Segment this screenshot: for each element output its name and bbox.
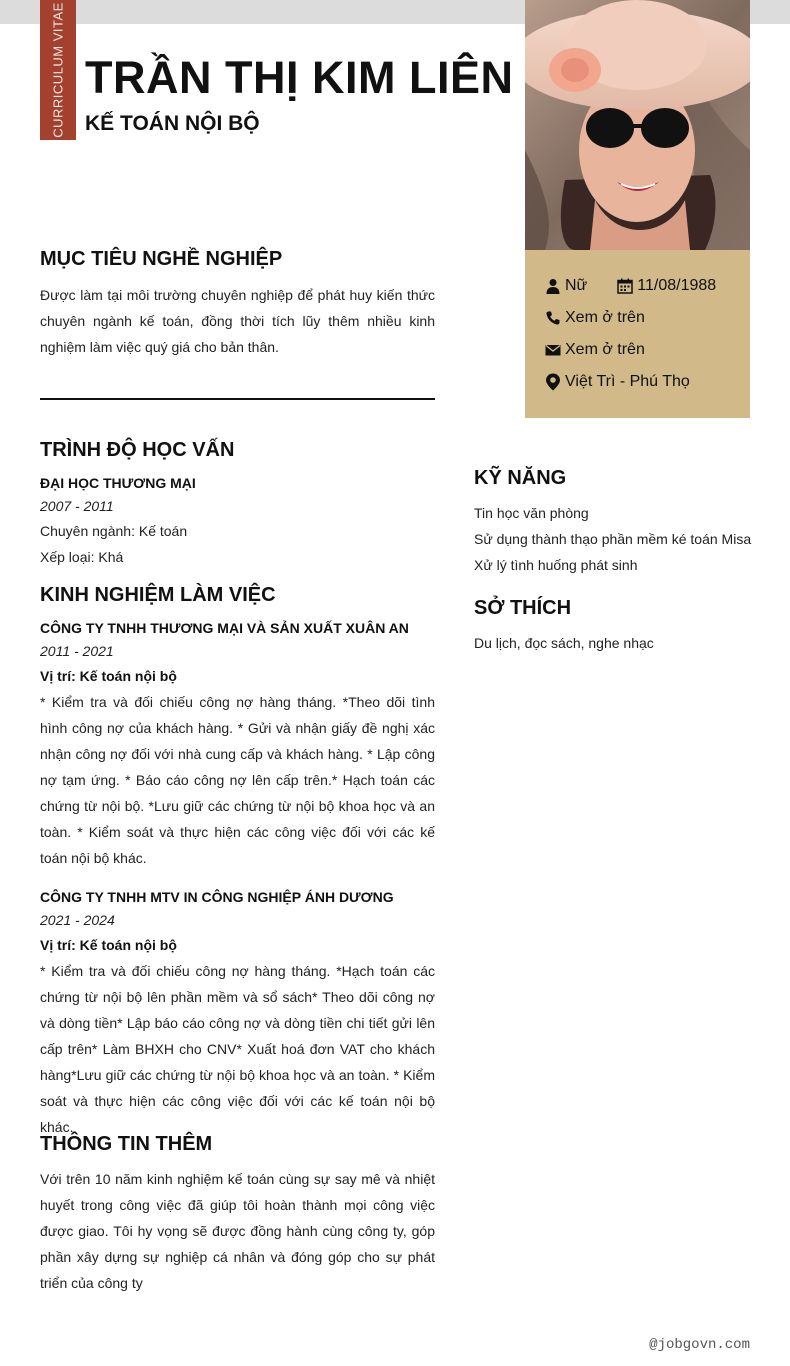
watermark: @jobgovn.com: [649, 1337, 750, 1353]
education-period: 2007 - 2011: [40, 498, 114, 514]
skill-item: Sử dụng thành thạo phần mềm ké toán Misa: [474, 531, 752, 547]
personal-info-box: [525, 250, 750, 418]
gender-item: [545, 277, 587, 295]
phone-item: [545, 309, 645, 327]
job-1-period: 2011 - 2021: [40, 643, 114, 659]
job-2-description: * Kiểm tra và đối chiếu công nợ hàng tháng. *Hạch toán các chứng từ nội bộ lên phần mềm và sổ sách* Theo dõi công nợ và dòng tiền* Lập báo cáo công nợ và dòng tiền chi tiết gửi lên cấp trên* Làm BHXH cho CNV* Xuất hoá đơn VAT cho khách hàng*Lưu giữ các chứng từ nội bộ khoa học và an toàn. * Kiểm soát và thực hiện các công việc đối với các kế toán nội bộ khác.: [40, 963, 435, 1135]
info-row-gender-birthdate: [545, 270, 750, 302]
job-title: KẾ TOÁN NỘI BỘ: [85, 112, 260, 135]
info-row-phone: [545, 302, 750, 334]
profile-photo: [525, 0, 750, 250]
birthdate-item: [617, 277, 716, 295]
phone-icon: [545, 310, 561, 326]
email-item: [545, 341, 645, 359]
hobbies-text: Du lịch, đọc sách, nghe nhạc: [474, 635, 654, 651]
job-2-position: Vị trí: Kế toán nội bộ: [40, 937, 177, 953]
gender-value: Nữ: [565, 277, 588, 294]
candidate-name: TRẦN THỊ KIM LIÊN: [85, 52, 514, 103]
address-item: [545, 373, 690, 391]
objective-title: MỤC TIÊU NGHỀ NGHIỆP: [40, 248, 283, 270]
education-grade: Xếp loại: Khá: [40, 549, 124, 565]
additional-text: Với trên 10 năm kinh nghiệm kế toán cùng sự say mê và nhiệt huyết trong công việc đã giúp tôi hoàn thành mọi công việc được giao. Tôi hy vọng sẽ được đồng hành cùng công ty, góp phần xây dựng sự nghiệp cá nhân và đóng góp cho sự phát triển của công ty: [40, 1171, 435, 1291]
info-row-address: [545, 366, 750, 398]
profile-photo-illustration: [525, 0, 750, 250]
email-value: Xem ở trên: [565, 341, 645, 358]
additional-title: THÔNG TIN THÊM: [40, 1133, 213, 1155]
cv-label: CURRICULUM VITAE: [50, 2, 66, 138]
phone-value: Xem ở trên: [565, 309, 645, 326]
section-divider: [40, 398, 435, 400]
education-school: ĐẠI HỌC THƯƠNG MẠI: [40, 475, 196, 491]
education-major: Chuyên ngành: Kế toán: [40, 523, 188, 539]
cv-label-tab: [40, 0, 76, 140]
skill-item: Xử lý tình huống phát sinh: [474, 557, 638, 573]
skill-item: Tin học văn phòng: [474, 505, 589, 521]
job-2-company: CÔNG TY TNHH MTV IN CÔNG NGHIỆP ÁNH DƯƠNG: [40, 889, 394, 905]
job-1-company: CÔNG TY TNHH THƯƠNG MẠI VÀ SẢN XUẤT XUÂN AN: [40, 620, 409, 636]
job-1-description: * Kiểm tra và đối chiếu công nợ hàng tháng. *Theo dõi tình hình công nợ của khách hàng. * Gửi và nhận giấy đề nghị xác nhận công nợ đối với nhà cung cấp và khách hàng. * Lập công nợ tạm ứng. * Báo cáo công nợ lên cấp trên.* Hạch toán các chứng từ nội bộ. *Lưu giữ các chứng từ nội bộ khoa học và an toàn. * Kiểm soát và thực hiện các công việc đối với các kế toán nội bộ khác.: [40, 694, 435, 866]
job-1-position: Vị trí: Kế toán nội bộ: [40, 668, 177, 684]
location-pin-icon: [545, 373, 561, 391]
user-icon: [545, 278, 561, 294]
job-2-period: 2021 - 2024: [40, 912, 115, 928]
calendar-icon: [617, 278, 633, 294]
info-row-email: [545, 334, 750, 366]
mail-icon: [545, 342, 561, 358]
objective-text: Được làm tại môi trường chuyên nghiệp để phát huy kiến thức chuyên ngành kế toán, đồng thời tích lũy thêm nhiều kinh nghiệm làm việc quý giá cho bản thân.: [40, 287, 435, 355]
experience-title: KINH NGHIỆM LÀM VIỆC: [40, 584, 276, 606]
education-title: TRÌNH ĐỘ HỌC VẤN: [40, 439, 235, 461]
hobbies-title: SỞ THÍCH: [474, 597, 572, 619]
birthdate-value: 11/08/1988: [637, 277, 717, 294]
address-value: Việt Trì - Phú Thọ: [565, 373, 690, 390]
skills-title: KỸ NĂNG: [474, 467, 567, 489]
